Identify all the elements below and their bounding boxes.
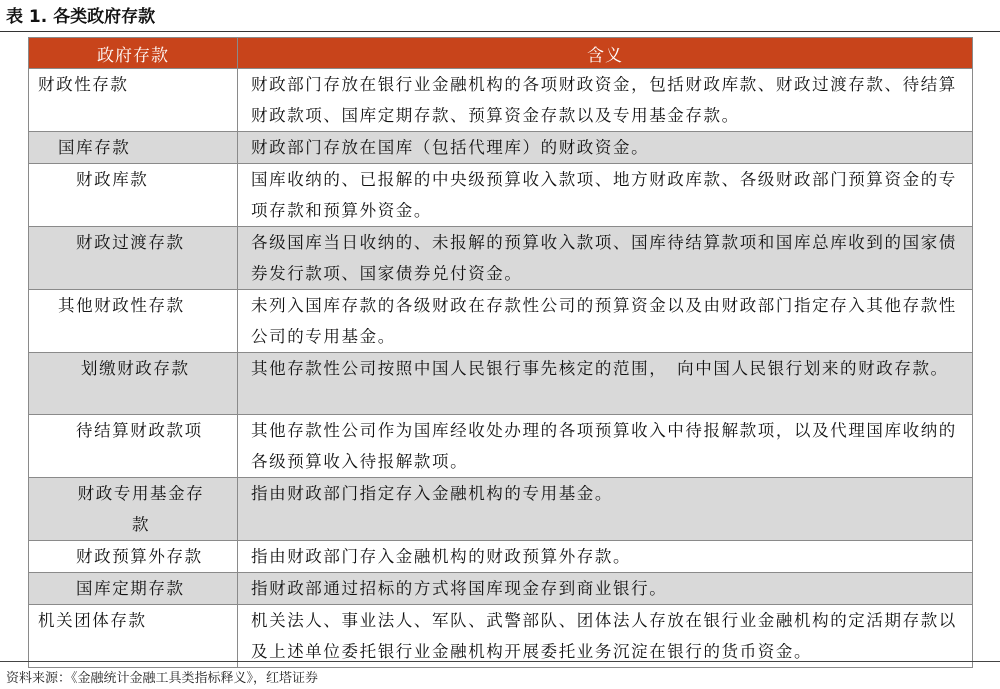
row-term-cell (29, 478, 238, 541)
header-meaning: 含义 (238, 38, 973, 69)
source-divider (0, 661, 1000, 662)
row-definition: 指由财政部门存入金融机构的财政预算外存款。 (238, 541, 973, 573)
row-term: 划缴财政存款 (29, 353, 238, 415)
table-row (29, 415, 973, 478)
row-definition: 国库收纳的、已报解的中央级预算收入款项、地方财政库款、各级财政部门预算资金的专项存款和预算外资金。 (238, 164, 973, 227)
table-row (29, 290, 973, 353)
table-row (29, 573, 973, 605)
row-term: 机关团体存款 (29, 605, 238, 668)
table-row (29, 353, 973, 415)
row-term: 财政专用基金存款 (77, 484, 205, 534)
table-row (29, 541, 973, 573)
row-definition: 财政部门存放在国库（包括代理库）的财政资金。 (238, 132, 973, 164)
row-definition: 未列入国库存款的各级财政在存款性公司的预算资金以及由财政部门指定存入其他存款性公司的专用基金。 (238, 290, 973, 353)
government-deposits-table (28, 37, 973, 668)
row-term: 国库存款 (29, 132, 238, 164)
row-term: 其他财政性存款 (29, 290, 238, 353)
table-row (29, 132, 973, 164)
row-definition: 财政部门存放在银行业金融机构的各项财政资金，包括财政库款、财政过渡存款、待结算财政款项、国库定期存款、预算资金存款以及专用基金存款。 (238, 69, 973, 132)
row-definition: 各级国库当日收纳的、未报解的预算收入款项、国库待结算款项和国库总库收到的国家债券发行款项、国家债券兑付资金。 (238, 227, 973, 290)
table-row (29, 69, 973, 132)
table-caption: 表 1. 各类政府存款 (6, 7, 156, 27)
row-term: 财政预算外存款 (29, 541, 238, 573)
row-definition: 指由财政部门指定存入金融机构的专用基金。 (238, 478, 973, 541)
row-definition: 其他存款性公司按照中国人民银行事先核定的范围， 向中国人民银行划来的财政存款。 (238, 353, 973, 415)
row-definition: 机关法人、事业法人、军队、武警部队、团体法人存放在银行业金融机构的定活期存款以及上述单位委托银行业金融机构开展委托业务沉淀在银行的货币资金。 (238, 605, 973, 668)
row-term: 财政库款 (29, 164, 238, 227)
row-term: 财政过渡存款 (29, 227, 238, 290)
row-term: 待结算财政款项 (29, 415, 238, 478)
row-term: 财政性存款 (29, 69, 238, 132)
table-header-row (29, 38, 973, 69)
caption-divider (0, 31, 1000, 32)
header-deposit-type: 政府存款 (29, 38, 238, 69)
table-row (29, 227, 973, 290)
table-row (29, 164, 973, 227)
row-definition: 指财政部通过招标的方式将国库现金存到商业银行。 (238, 573, 973, 605)
source-note: 资料来源：《金融统计金融工具类指标释义》，红塔证券 (6, 671, 319, 686)
row-term: 国库定期存款 (29, 573, 238, 605)
table-row (29, 605, 973, 668)
row-definition: 其他存款性公司作为国库经收处办理的各项预算收入中待报解款项，以及代理国库收纳的各级预算收入待报解款项。 (238, 415, 973, 478)
table-row (29, 478, 973, 541)
